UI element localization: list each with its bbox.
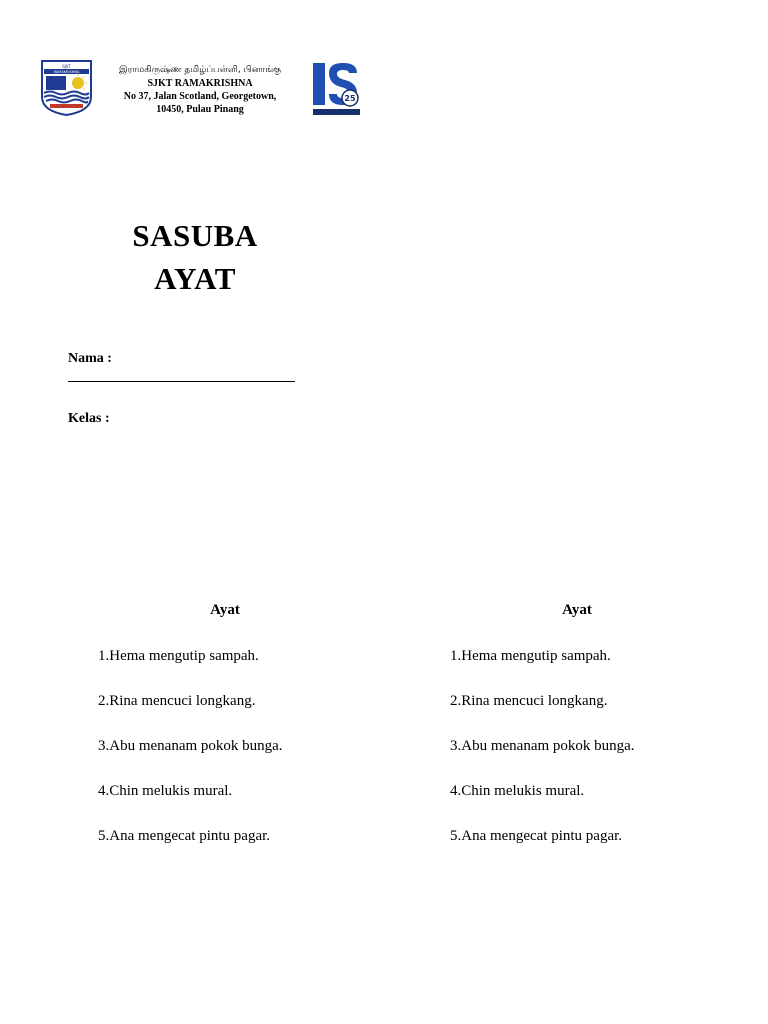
- sentence-item: 1.Hema mengutip sampah.: [450, 648, 611, 664]
- sentence-item: 2.Rina mencuci longkang.: [98, 693, 256, 709]
- school-address-line1: No 37, Jalan Scotland, Georgetown,: [123, 91, 277, 102]
- sentence-item: 5.Ana mengecat pintu pagar.: [450, 828, 623, 844]
- school-name: SJKT RAMAKRISHNA: [147, 78, 253, 89]
- school-crest-logo: [40, 59, 93, 117]
- page-title-line1: SASUBA: [132, 218, 258, 253]
- sentence-item: 4.Chin melukis mural.: [450, 783, 585, 799]
- school-header: [102, 64, 298, 116]
- school-tamil-name: இராமகிருஷ்ண தமிழ்ப்பள்ளி, பினாங்கு: [118, 65, 282, 75]
- column-heading: Ayat: [210, 602, 240, 618]
- nama-input-line[interactable]: [68, 381, 295, 382]
- column-heading: Ayat: [562, 602, 592, 618]
- sentence-item: 1.Hema mengutip sampah.: [98, 648, 259, 664]
- kelas-label: Kelas :: [68, 411, 110, 426]
- sentence-item: 3.Abu menanam pokok bunga.: [98, 738, 283, 754]
- sentence-item: 4.Chin melukis mural.: [98, 783, 233, 799]
- sentence-item: 5.Ana mengecat pintu pagar.: [98, 828, 271, 844]
- crest-text-top: SJKT: [62, 64, 71, 69]
- logo-badge-number: 25: [344, 94, 356, 103]
- sentence-item: 3.Abu menanam pokok bunga.: [450, 738, 635, 754]
- nama-label: Nama :: [68, 351, 112, 366]
- crest-text-mid: RAMAKRISHNA: [53, 70, 80, 74]
- school-address-line2: 10450, Pulau Pinang: [156, 104, 244, 115]
- sentence-item: 2.Rina mencuci longkang.: [450, 693, 608, 709]
- page-title-line2: AYAT: [154, 261, 236, 296]
- anniversary-logo: [311, 61, 362, 118]
